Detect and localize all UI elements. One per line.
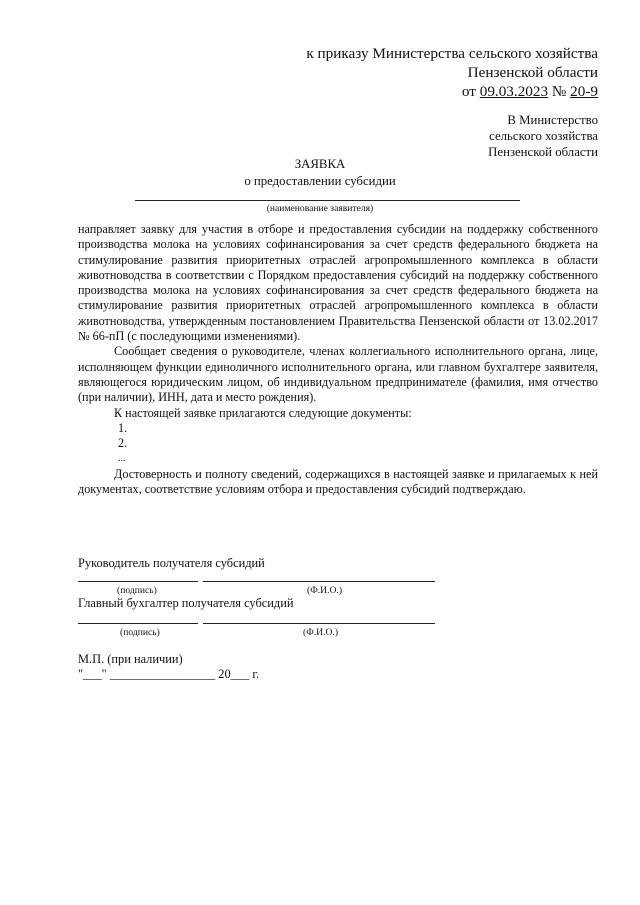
accountant-signature-caption: (подпись) bbox=[120, 627, 160, 638]
paragraph-information: Сообщает сведения о руководителе, членах коллегиального исполнительного органа, лице, исполняющем функции единоличного исполнительного органа, или главном бухгалтере заявителя, являющегося юридическим лицом, об индивидуальном предпринимателе (фамилия, имя отчество (при наличии), ИНН, дата и место рождения). bbox=[78, 344, 598, 405]
head-signature-line bbox=[78, 581, 198, 582]
date-year: 20___ bbox=[218, 667, 250, 681]
document-title: ЗАЯВКА bbox=[294, 157, 346, 171]
accountant-signature-line bbox=[78, 623, 198, 624]
addressee-line-2: сельского хозяйства bbox=[489, 129, 598, 143]
date-month: _________________ bbox=[109, 667, 216, 681]
documents-intro: К настоящей заявке прилагаются следующие документы: bbox=[114, 405, 412, 420]
document-item-1: 1. bbox=[118, 420, 128, 435]
applicant-name-caption: (наименование заявителя) bbox=[266, 203, 374, 214]
document-item-2: 2. bbox=[118, 436, 128, 451]
order-region-line: Пензенской области bbox=[467, 64, 598, 81]
head-name-caption: (Ф.И.О.) bbox=[307, 585, 343, 596]
order-number-prefix: № bbox=[548, 83, 571, 100]
paragraph-application: направляет заявку для участия в отборе и предоставления субсидии на поддержку собственного производства молока на условиях софинансирования за счет средств федерального бюджета на стимулирование развития приоритетных отраслей агропромышленного комплекса в области животноводства в соответствии с Порядком предоставления субсидий на поддержку собственного производства молока на условиях софинансирования за счет средств федерального бюджета на стимулирование развития приоритетных отраслей агропромышленного комплекса в области животноводства, утвержденным постановлением Правительства Пензенской области от 13.02.2017 № 66-пП (с последующими изменениями). bbox=[78, 222, 598, 344]
addressee-line-1: В Министерство bbox=[507, 113, 598, 127]
head-signature-label: Руководитель получателя субсидий bbox=[78, 556, 265, 570]
order-date-prefix: от bbox=[461, 83, 480, 100]
addressee-line-3: Пензенской области bbox=[488, 145, 598, 159]
application-body bbox=[78, 222, 598, 497]
head-signature-caption: (подпись) bbox=[117, 585, 157, 596]
order-date-line bbox=[462, 82, 598, 101]
date-suffix: г. bbox=[252, 667, 260, 681]
accountant-signature-label: Главный бухгалтер получателя субсидий bbox=[78, 596, 294, 610]
paragraph-confirmation: Достоверность и полноту сведений, содержащихся в настоящей заявке и прилагаемых к ней документах, соответствие условиям отбора и предоставления субсидий подтверждаю. bbox=[78, 466, 598, 497]
date-day: "___" bbox=[78, 667, 107, 681]
accountant-name-caption: (Ф.И.О.) bbox=[303, 627, 339, 638]
stamp-label: М.П. (при наличии) bbox=[78, 652, 183, 666]
accountant-name-line bbox=[203, 623, 435, 624]
head-name-line bbox=[203, 581, 435, 582]
signing-date bbox=[78, 667, 259, 682]
order-number: 20-9 bbox=[570, 83, 598, 100]
order-reference-line: к приказу Министерства сельского хозяйства bbox=[306, 45, 598, 62]
document-item-more: ... bbox=[118, 453, 126, 465]
order-date: 09.03.2023 bbox=[479, 83, 549, 100]
applicant-name-line bbox=[135, 200, 520, 201]
document-subtitle: о предоставлении субсидии bbox=[244, 174, 396, 188]
